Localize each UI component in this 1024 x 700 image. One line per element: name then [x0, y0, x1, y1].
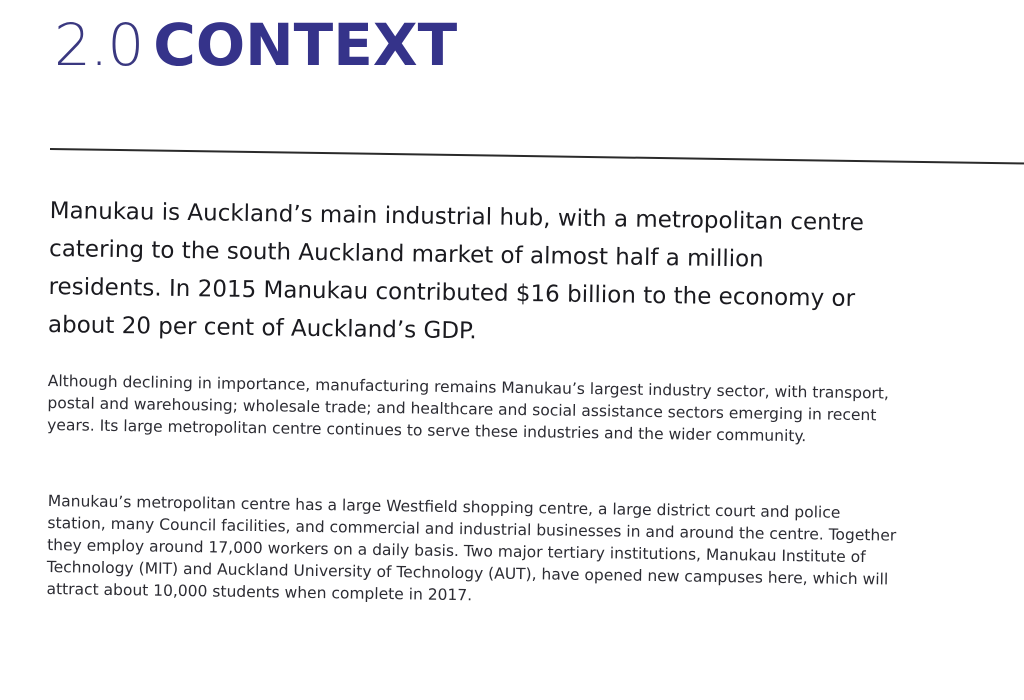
section-divider [50, 148, 1024, 165]
section-title: CONTEXT [153, 11, 458, 79]
body-paragraph-2: Manukau’s metropolitan centre has a large Westfield shopping centre, a large district court and police station, many Council facilities, and commercial and industrial businesses in and around the centre. Together they employ around 17,000 workers on a daily basis. Two major tertiary institutions, Manukau Institute of Technology (MIT) and Auckland University of Technology (AUT), have opened new campuses here, which will attract about 10,000 students when complete in 2017. [46, 491, 897, 605]
body-paragraph-1: Although declining in importance, manufacturing remains Manukau’s largest industry sector, with transport, postal and warehousing; wholesale trade; and healthcare and social assistance sectors emerging in recent years. Its large metropolitan centre continues to serve these industries and the wider community. [47, 371, 890, 446]
section-heading [54, 11, 458, 79]
section-number: 2.0 [54, 11, 144, 79]
lead-paragraph: Manukau is Auckland’s main industrial hub, with a metropolitan centre catering to the south Auckland market of almost half a million residents. In 2015 Manukau contributed $16 billion to the economy or about 20 per cent of Auckland’s GDP. [47, 197, 865, 345]
